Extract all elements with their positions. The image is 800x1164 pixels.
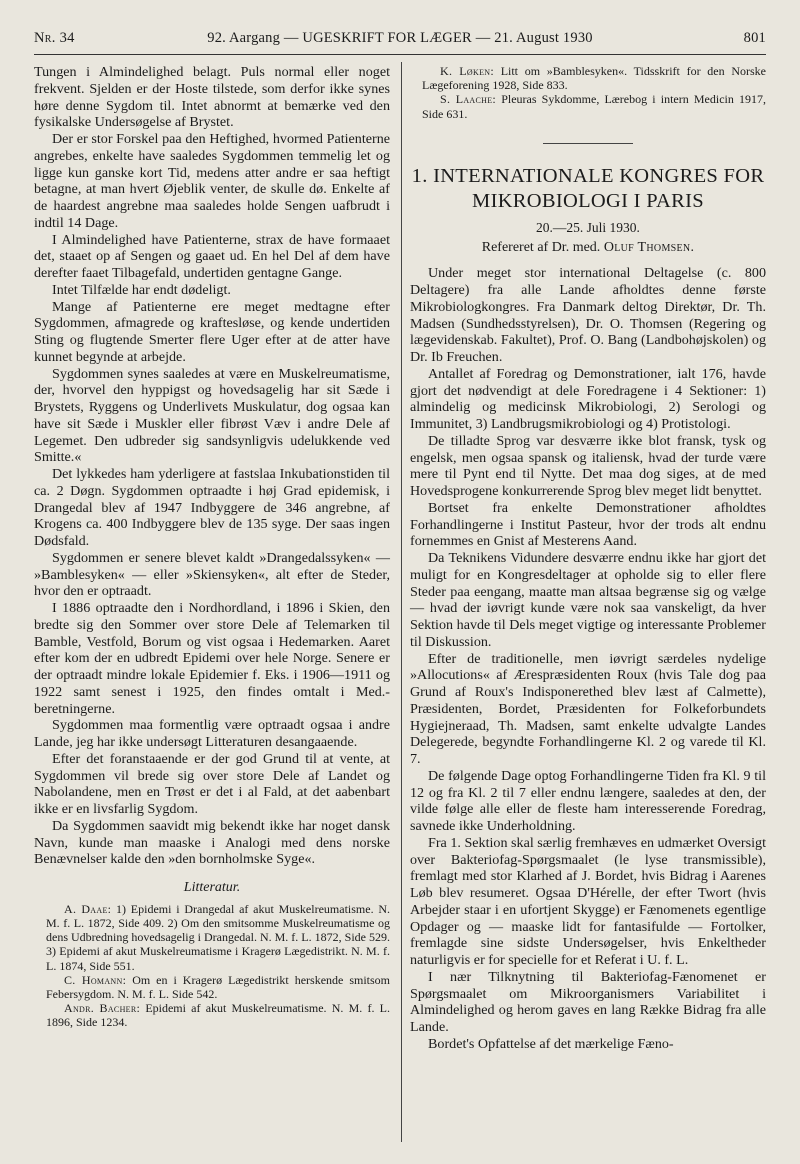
- header-rule: [34, 54, 766, 55]
- reference-entry: [34, 902, 390, 973]
- journal-title: 92. Aargang — UGESKRIFT FOR LÆGER — 21. August 1930: [207, 30, 593, 46]
- reference-text: 1) Epidemi i Drangedal af akut Muskelreumatisme. N. M. f. L. 1872, Side 409. 2) Om den smitsomme Muskelreumatisme og dens Udbredning hovedsagelig i Drangedal. N. M. f. L. 1872, Side 529. 3) Epidemi af akut Muskelreumatisme i Kragerø Lægedistrikt. N. M. f. L. 1874, Side 551.: [46, 901, 390, 973]
- paragraph: Antallet af Foredrag og Demonstrationer, ialt 176, havde gjort det nødvendigt at dele Foredragene i 4 Sektioner: 1) almindelig og medicinsk Mikrobiologi, 2) Serologi og Immunitet, 3) Landbrugsmikrobiologi og 4) Protistologi.: [410, 365, 766, 433]
- page-number: 801: [743, 30, 766, 46]
- article-byline: [410, 240, 766, 257]
- paragraph: Bortset fra enkelte Demonstrationer afholdtes Forhandlingerne i Institut Pasteur, hvor der trods alt endnu fornemmes en Gnist af Mesterens Aand.: [410, 499, 766, 550]
- reference-entry: [410, 64, 766, 92]
- paragraph: Fra 1. Sektion skal særlig fremhæves en udmærket Oversigt over Bakteriofag-Spørgsmaalet (le lyse transmissible), fremlagt med stor Klarhed af J. Bordet, hvis Bidrag i Aarenes Løb blev resumeret. Ogsaa D'Hérelle, der efter Twort (hvis Arbejder staar i en ufortjent Skygge) er Fænomenets egentlige Opdager og — maaske lidt for fantasifulde — Fortolker, fremlagde sine sidste Undersøgelser, hvis Enkeltheder naturligvis er for specielle for et Referat i U. f. L.: [410, 834, 766, 969]
- byline-author: Oluf Thomsen.: [603, 239, 695, 255]
- paragraph: I nær Tilknytning til Bakteriofag-Fænomenet er Spørgsmaalet om Mikroorganismers Variabilitet i Almindelighed og herom gaves en lang Række Bidrag fra alle Lande.: [410, 968, 766, 1036]
- paragraph: I 1886 optraadte den i Nordhordland, i 1896 i Skien, den bredte sig den Sommer over store Dele af Telemarken til Bamble, Vestfold, Borum og vist ogsaa i Hedemarken. Aaret efter kom der en udbredt Epidemi over hele Norge. Senere er der optraadt mindre lokale Epidemier f. Eks. i 1906—1911 og 1922 samt senest i 1925, den findes omtalt i Med.-beretningerne.: [34, 600, 390, 717]
- paragraph: Efter det foranstaaende er der god Grund til at vente, at Sygdommen vil brede sig over store Dele af Landet og Nabolandene, men en Trøst er det i al Fald, at det aabenbart ikke er en livsfarlig Sygdom.: [34, 750, 390, 817]
- paragraph: Tungen i Almindelighed belagt. Puls normal eller noget frekvent. Sjelden er der Hoste tilstede, som derfor ikke synes høre denne Sygdom til. Intet abnormt at bemærke ved den fysikalske Undersøgelse af Brystet.: [34, 64, 390, 131]
- paragraph: Sygdommen er senere blevet kaldt »Drangedalssyken« — »Bamblesyken« — eller »Skiensyken«, alt efter de Steder, hvor den er optraadt.: [34, 549, 390, 600]
- paragraph: De følgende Dage optog Forhandlingerne Tiden fra Kl. 9 til 12 og fra Kl. 2 til 7 eller endnu længere, saaledes at den, der vilde følge alle eller de fleste ham interesserende Foredrag, savnede ikke Underholdning.: [410, 767, 766, 835]
- section-separator: [543, 143, 633, 144]
- reference-author: S. Laache:: [440, 92, 497, 107]
- reference-text: Om en i Kragerø Lægedistrikt herskende smitsom Febersygdom. N. M. f. L. Side 542.: [46, 972, 390, 1001]
- reference-text: Epidemi af akut Muskelreumatisme. N. M. f. L. 1896, Side 1234.: [46, 1001, 390, 1030]
- paragraph: I Almindelighed have Patienterne, strax de have formaaet det, staaet op af Sengen og gaaet ud. En hel Del af dem have derefter faaet Tilbagefald, undertiden gentagne Gange.: [34, 231, 390, 281]
- reference-entry: [34, 973, 390, 1001]
- paragraph: Bordet's Opfattelse af det mærkelige Fæno-: [428, 1035, 674, 1052]
- reference-author: C. Homann:: [64, 972, 127, 987]
- reference-author: A. Daae:: [64, 901, 112, 916]
- reference-entry: [34, 1001, 390, 1029]
- article-title-line: 1. INTERNATIONALE KONGRES FOR: [411, 164, 765, 187]
- reference-text: Litt om »Bamblesyken«. Tidsskrift for den Norske Lægeforening 1928, Side 833.: [422, 64, 766, 93]
- paragraph: Mange af Patienterne ere meget medtagne efter Sygdommen, afmagrede og kraftesløse, og kende undertiden Sting og flugtende Smerter flere Uger efter at de atter have kunnet begynde at arbejde.: [34, 298, 390, 365]
- article-title: [410, 164, 766, 214]
- literature-heading: Litteratur.: [183, 880, 241, 895]
- paragraph: Der er stor Forskel paa den Heftighed, hvormed Patienterne angrebes, enkelte have saaledes Sygdommen temmelig let og ligge kun ganske kort Tid, medens atter andre er saa heftigt betagne, at man hvert Øjeblik venter, de skulle dø. Enkelte af de haardest angrebne maa saaledes holde Sengen uafbrudt i indtil 14 Dage.: [34, 131, 390, 231]
- article-date: 20.—25. Juli 1930.: [536, 219, 640, 235]
- column-divider: [401, 62, 402, 1142]
- reference-entry: [410, 92, 766, 120]
- paragraph: Intet Tilfælde har endt dødeligt.: [52, 281, 231, 298]
- paragraph: Sygdommen synes saaledes at være en Muskelreumatisme, der, hvorvel den hyppigst og hovedsagelig har sit Sæde i Brystets, Ryggens og Underlivets Muskulatur, dog ogsaa kan have sit Sæde i Muskler eller fibrøst Væv i andre Dele af Legemet. Den udbreder sig sandsynligvis udelukkende ved Smitte.«: [34, 365, 390, 466]
- paragraph: Under meget stor international Deltagelse (c. 800 Deltagere) fra alle Lande afholdtes denne første Mikrobiologkongres. Fra Danmark deltog Direktør, Dr. Th. Madsen (Sundhedsstyrelsen), Dr. O. Thomsen (Regering og lægevidenskab. Fakultet), Prof. O. Bang (Landbohøjskolen) og Dr. Ib Freuchen.: [410, 265, 766, 366]
- right-column: [410, 64, 766, 1053]
- paragraph: Efter de traditionelle, men iøvrigt særdeles nydelige »Allocutions« af Ærespræsidenten Roux (hvis Tale dog paa Grund af Roux's Indisponerethed blev læst af Calmette), Præsidenten, Bordet, Præsidenten for Folkeforbundets Hygiejneraad, Th. Madsen, samt enkelte udvalgte Landes Delegerede, begyndte Forhandlingerne Kl. 2 og varede til Kl. 7.: [410, 650, 766, 768]
- paragraph: Da Sygdommen saavidt mig bekendt ikke har noget dansk Navn, kunde man maaske i Analogi med dens norske Benævnelser kalde den »den bornholmske Syge«.: [34, 817, 390, 868]
- paragraph: Da Teknikens Vidundere desværre endnu ikke har gjort det muligt for en Kongresdeltager at opholde sig to eller flere Steder paa eengang, maatte man altsaa begrænse sig og vælge — hvad der iøvrigt kunde være nok saa vanskeligt, da hver Sektion havde til Dels meget vigtige og interessante Problemer til Diskussion.: [410, 550, 766, 650]
- running-header: [34, 30, 766, 52]
- issue-number: Nr. 34: [34, 30, 75, 46]
- paragraph: Sygdommen maa formentlig være optraadt ogsaa i andre Lande, jeg har ikke undersøgt Litteraturen desangaaende.: [34, 717, 390, 750]
- left-column: [34, 64, 390, 1030]
- byline-prefix: Refereret af Dr. med.: [481, 239, 601, 255]
- reference-author: K. Løken:: [440, 64, 494, 78]
- paragraph: De tilladte Sprog var desværre ikke blot fransk, tysk og engelsk, men ogsaa spansk og italiensk, hvad der turde være mere til Pynt end til Nytte. Det maa dog siges, at de med Hovedsprogene konkurrerende Sprog blev meget lidt benyttet.: [410, 432, 766, 500]
- reference-author: Andr. Bacher:: [64, 1001, 141, 1016]
- reference-text: Pleuras Sykdomme, Lærebog i intern Medicin 1917, Side 631.: [422, 92, 766, 121]
- paragraph: Det lykkedes ham yderligere at fastslaa Inkubationstiden til ca. 2 Døgn. Sygdommen optraadte i høj Grad epidemisk, i Drangedal blev af 1947 Indbyggere de 346 angrebne, af Krogens ca. 400 Indbyggere blev de 135 syge. Der saas ingen Dødsfald.: [34, 466, 390, 549]
- article-title-line: MIKROBIOLOGI I PARIS: [472, 189, 704, 212]
